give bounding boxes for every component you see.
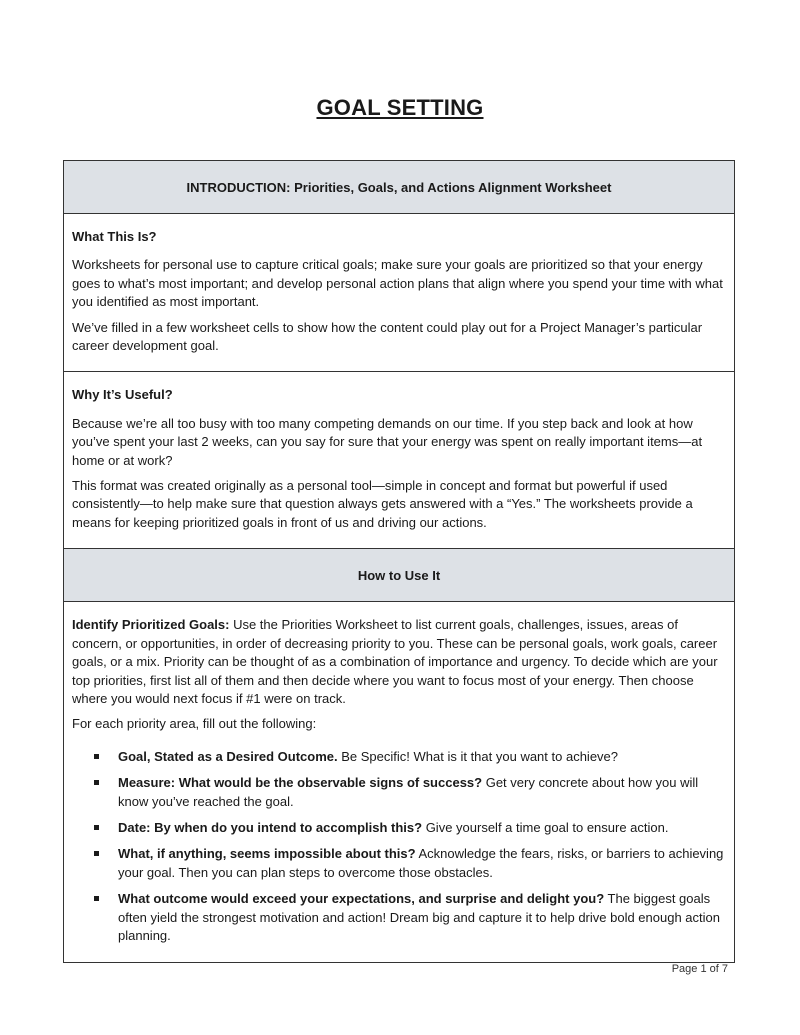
list-item-text: Be Specific! What is it that you want to achieve? (337, 748, 619, 764)
why-useful-heading: Why It’s Useful? (72, 387, 173, 403)
what-this-is-section (64, 214, 734, 372)
how-header-text: How to Use It (357, 567, 441, 583)
how-lead: Identify Prioritized Goals: (72, 617, 230, 633)
list-item (72, 748, 726, 766)
list-item (72, 890, 726, 945)
what-this-is-paragraph-1: Worksheets for personal use to capture critical goals; make sure your goals are prioritized so that your energy goes to what’s most important; and develop personal action plans that align where you spend your time with what you identified as most important. (72, 257, 723, 310)
bullet-icon (94, 780, 99, 785)
intro-header-text: INTRODUCTION: Priorities, Goals, and Actions Alignment Worksheet (186, 179, 612, 195)
list-item-bold: What, if anything, seems impossible about this? (118, 846, 416, 862)
bullet-icon (94, 896, 99, 901)
why-useful-paragraph-1: Because we’re all too busy with too many competing demands on our time. If you step back and look at how you’ve spent your last 2 weeks, can you say for sure that your energy was spent on really important items—at home or at work? (72, 415, 703, 468)
list-item-text: Give yourself a time goal to ensure action. (422, 819, 669, 835)
list-item (72, 845, 726, 882)
list-item-bold: Date: By when do you intend to accomplish this? (118, 819, 423, 835)
page-title: GOAL SETTING (316, 95, 484, 120)
what-this-is-heading: What This Is? (72, 229, 157, 244)
list-item-text: Acknowledge the fears, risks, or barriers to achieving your goal. Then you can plan steps to overcome those obstacles. (118, 846, 724, 880)
how-intro-paragraph (72, 616, 726, 708)
why-useful-paragraph-2: This format was created originally as a personal tool—simple in concept and format but powerful if used consistently—to help make sure that question always gets answered with a “Yes.” The worksheets provide a means for keeping prioritized goals in front of us and driving our actions. (72, 478, 693, 530)
list-item (72, 774, 726, 811)
list-item (72, 819, 726, 837)
how-header (64, 549, 734, 602)
instruction-list (72, 748, 726, 946)
what-this-is-paragraph-2: We’ve filled in a few worksheet cells to show how the content could play out for a Project Manager’s particular career development goal. (72, 319, 703, 354)
how-to-use-section (64, 602, 734, 963)
why-useful-section (64, 372, 734, 549)
list-item-text: Get very concrete about how you will know you’ve reached the goal. (118, 775, 699, 809)
bullet-icon (94, 851, 99, 856)
list-item-text: The biggest goals often yield the strongest motivation and action! Dream big and capture it to help drive bold enough action planning. (118, 891, 720, 943)
list-item-bold: What outcome would exceed your expectations, and surprise and delight you? (118, 891, 605, 907)
worksheet-table (63, 160, 735, 963)
for-each-text: For each priority area, fill out the following: (72, 716, 317, 732)
page-number: Page 1 of 7 (671, 963, 728, 975)
bullet-icon (94, 825, 99, 830)
list-item-bold: Measure: What would be the observable signs of success? (118, 775, 483, 791)
list-item-bold: Goal, Stated as a Desired Outcome. (118, 748, 338, 764)
intro-header (64, 161, 734, 214)
how-lead-text: Use the Priorities Worksheet to list current goals, challenges, issues, areas of concern, or opportunities, in order of decreasing priority to you. These can be personal goals, work goals, career goals, or a mix. Priority can be thought of as a combination of importance and urgency. To decide which are your top priorities, first list all of them and then decide where you want to focus most of your energy. Then choose where you would next focus if #1 were on track. (72, 617, 718, 706)
bullet-icon (94, 754, 99, 759)
